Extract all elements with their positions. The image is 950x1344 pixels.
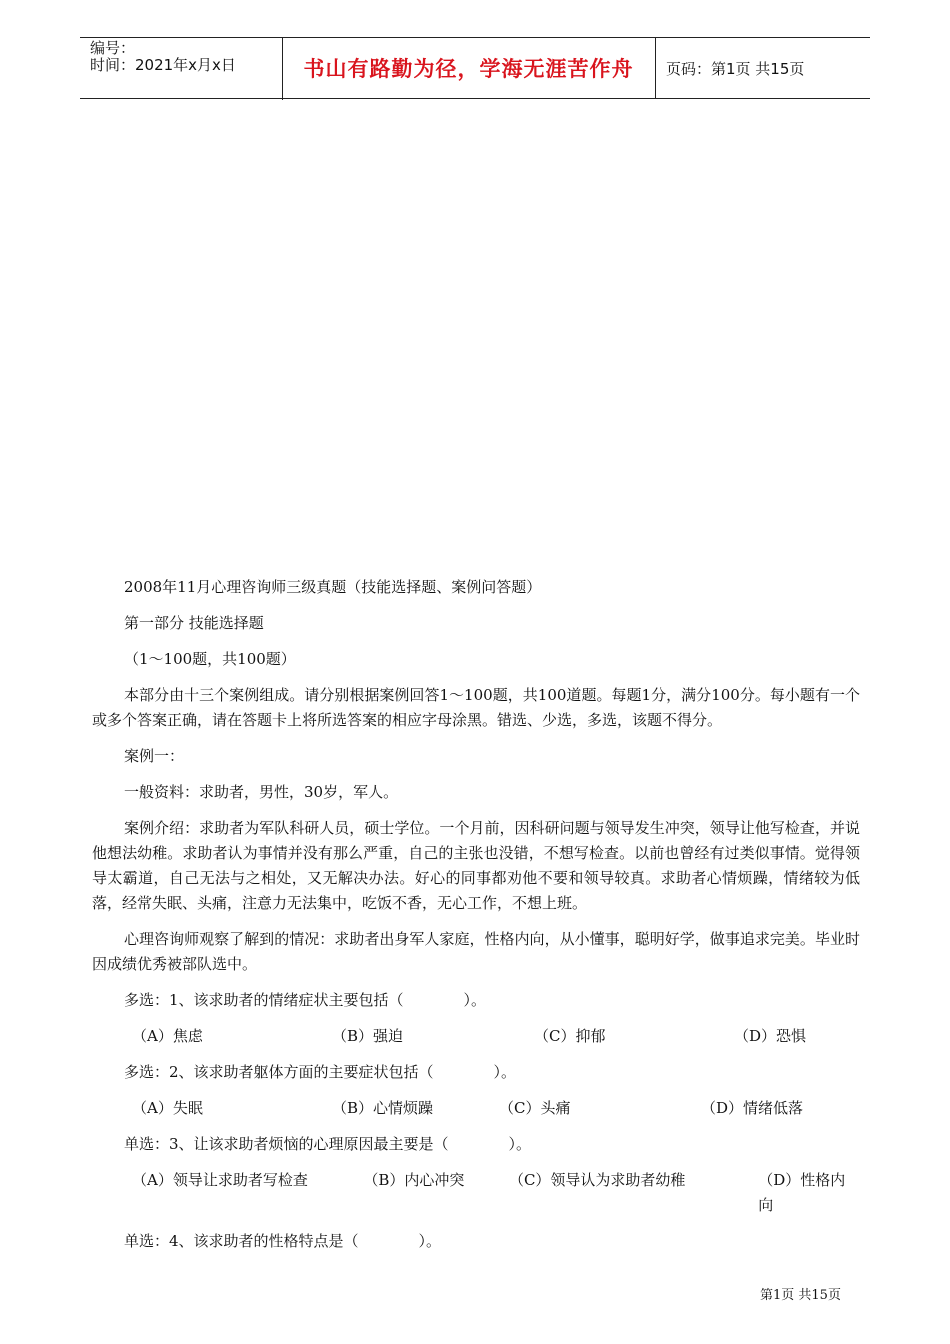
- option: （D）恐惧: [734, 1027, 807, 1045]
- part-heading: 第一部分 技能选择题: [124, 614, 264, 632]
- question-options: [92, 1168, 860, 1218]
- option: （C）头痛: [499, 1099, 571, 1117]
- question-options: [92, 1024, 860, 1049]
- option: （A）焦虑: [132, 1027, 203, 1045]
- document-body: [92, 575, 860, 1265]
- doc-number-label: 编号：: [90, 39, 136, 57]
- general-info: 一般资料：求助者，男性，30岁，军人。: [124, 783, 399, 801]
- doc-title: 2008年11月心理咨询师三级真题（技能选择题、案例问答题）: [124, 578, 542, 596]
- option: （A）失眠: [132, 1099, 203, 1117]
- option: （A）领导让求助者写检查: [132, 1171, 308, 1189]
- option: （D）性格内向: [758, 1171, 846, 1214]
- question-stem: 多选：2、该求助者躯体方面的主要症状包括（ ）。: [124, 1063, 517, 1081]
- option: （B）心情烦躁: [332, 1099, 434, 1117]
- option: （C）领导认为求助者幼稚: [508, 1171, 686, 1189]
- doc-time-label: 时间：2021年x月x日: [90, 56, 236, 74]
- option: （B）内心冲突: [363, 1171, 465, 1189]
- question-stem: 单选：4、该求助者的性格特点是（ ）。: [124, 1232, 442, 1250]
- question-options: [92, 1096, 860, 1121]
- question-range: （1～100题，共100题）: [124, 650, 296, 668]
- option: （B）强迫: [332, 1027, 404, 1045]
- page-footer: 第1页 共15页: [760, 1288, 841, 1303]
- case-title: 案例一：: [124, 747, 185, 765]
- option: （D）情绪低落: [701, 1099, 804, 1117]
- header-meta: [80, 38, 283, 100]
- option: （C）抑郁: [534, 1027, 606, 1045]
- case-intro: 案例介绍：求助者为军队科研人员，硕士学位。一个月前，因科研问题与领导发生冲突，领导让他写检查，并说他想法幼稚。求助者认为事情并没有那么严重，自己的主张也没错，不想写检查。以前也曾经有过类似事情。觉得领导太霸道，自己无法与之相处，又无解决办法。好心的同事都劝他不要和领导较真。求助者心情烦躁，情绪较为低落，经常失眠、头痛，注意力无法集中，吃饭不香，无心工作，不想上班。: [92, 819, 860, 912]
- observation: 心理咨询师观察了解到的情况：求助者出身军人家庭，性格内向，从小懂事，聪明好学，做事追求完美。毕业时因成绩优秀被部队选中。: [92, 930, 860, 973]
- page-header: [80, 37, 870, 99]
- question-stem: 多选：1、该求助者的情绪症状主要包括（ ）。: [124, 991, 487, 1009]
- header-motto: 书山有路勤为径，学海无涯苦作舟: [282, 38, 656, 98]
- header-page-info: 页码：第1页 共15页: [666, 59, 805, 78]
- intro-paragraph: 本部分由十三个案例组成。请分别根据案例回答1～100题，共100道题。每题1分，满分100分。每小题有一个或多个答案正确，请在答题卡上将所选答案的相应字母涂黑。错选、少选，多选，该题不得分。: [92, 686, 860, 729]
- question-stem: 单选：3、让该求助者烦恼的心理原因最主要是（ ）。: [124, 1135, 532, 1153]
